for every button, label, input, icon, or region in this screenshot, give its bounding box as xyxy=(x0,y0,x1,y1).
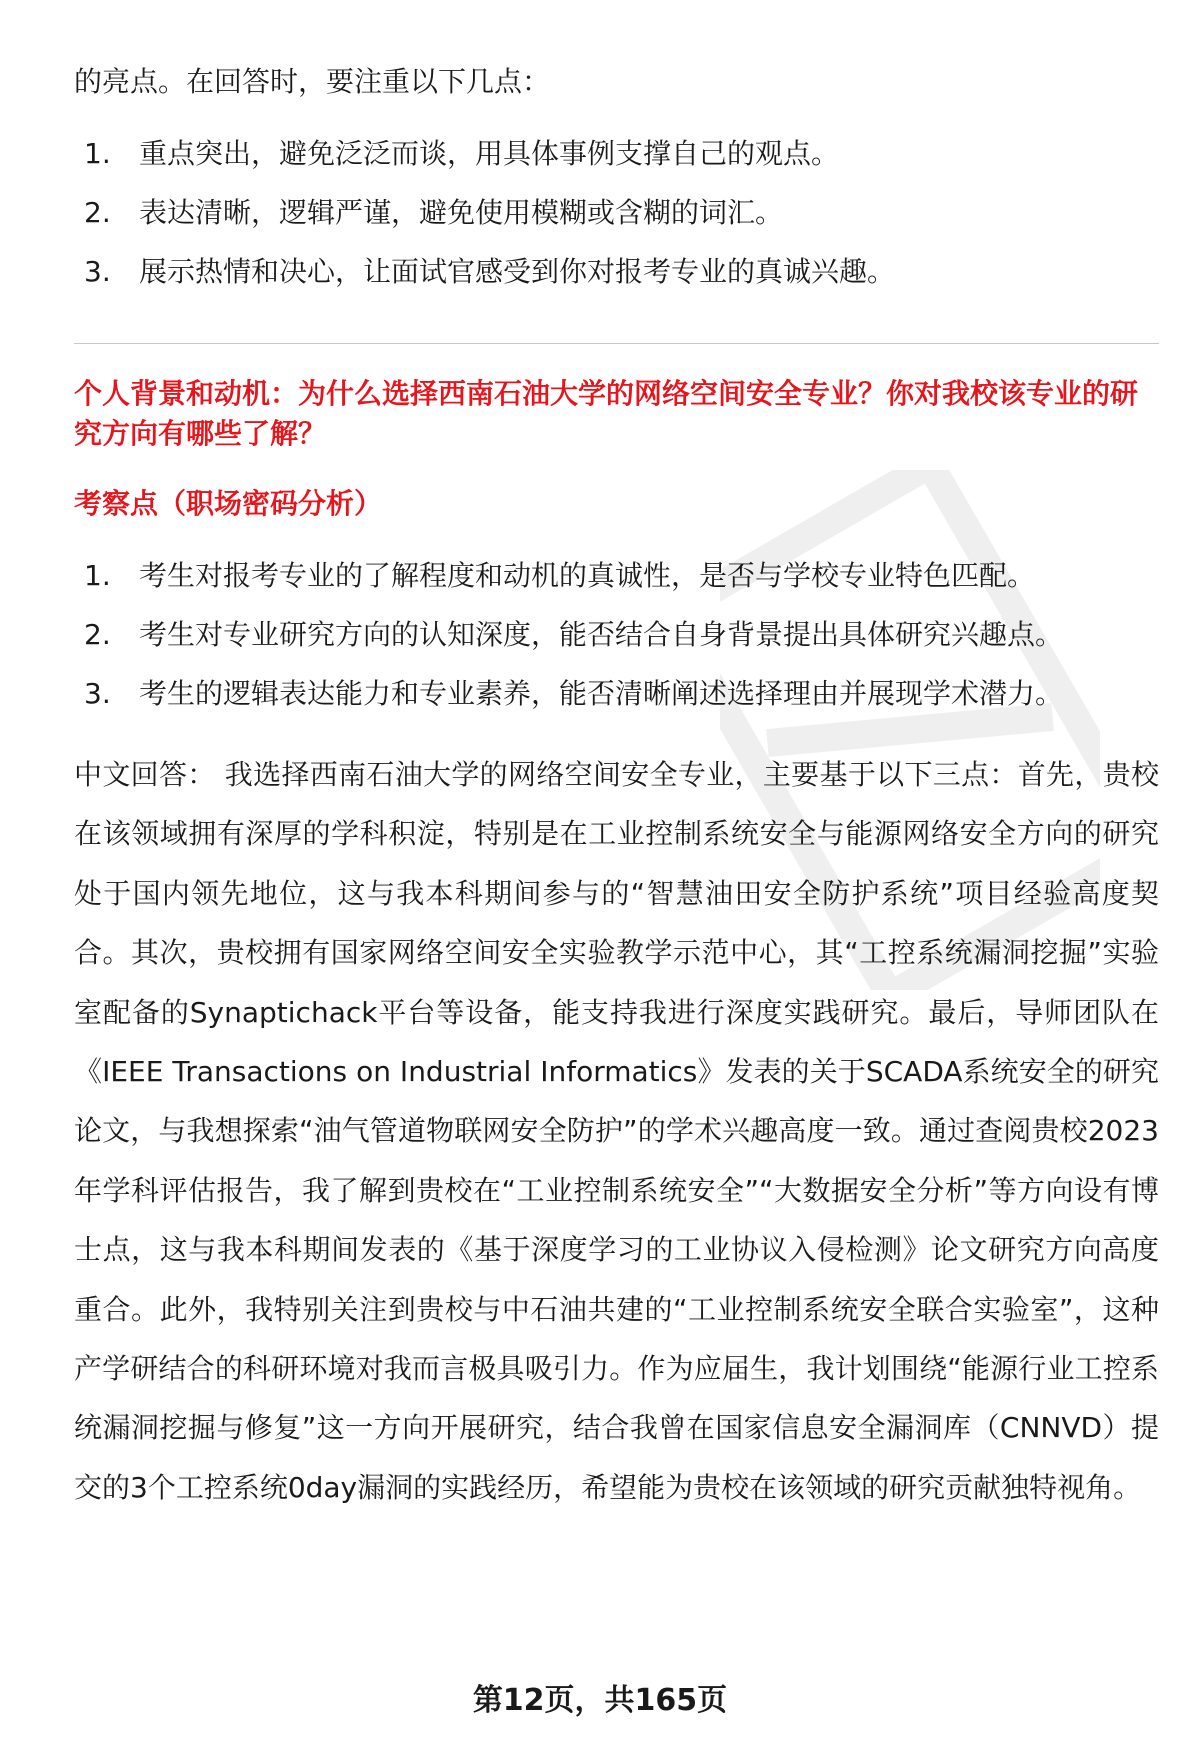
list-number: 1. xyxy=(84,137,111,170)
list-number: 3. xyxy=(84,255,111,288)
list-text: 考生对报考专业的了解程度和动机的真诚性，是否与学校专业特色匹配。 xyxy=(139,559,1036,592)
section-title: 考察点（职场密码分析） xyxy=(74,487,383,520)
list-item xyxy=(74,664,1159,723)
list-number: 1. xyxy=(84,559,111,592)
list-number: 2. xyxy=(84,196,111,229)
page-footer: 第12页，共165页 xyxy=(472,1683,728,1718)
list-item xyxy=(74,183,1159,242)
assessment-list xyxy=(74,546,1159,723)
answer-paragraph: 中文回答： 我选择西南石油大学的网络空间安全专业，主要基于以下三点：首先，贵校在该领域拥有深厚的学科积淀，特别是在工业控制系统安全与能源网络安全方向的研究处于国内领先地位，这与我本科期间参与的“智慧油田安全防护系统”项目经验高度契合。其次，贵校拥有国家网络空间安全实验教学示范中心，其“工控系统漏洞挖掘”实验室配备的Synaptichack平台等设备，能支持我进行深度实践研究。最后，导师团队在《IEEE Transactions on Industrial Informatics》发表的关于SCADA系统安全的研究论文，与我想探索“油气管道物联网安全防护”的学术兴趣高度一致。通过查阅贵校2023年学科评估报告，我了解到贵校在“工业控制系统安全”“大数据安全分析”等方向设有博士点，这与我本科期间发表的《基于深度学习的工业协议入侵检测》论文研究方向高度重合。此外，我特别关注到贵校与中石油共建的“工业控制系统安全联合实验室”，这种产学研结合的科研环境对我而言极具吸引力。作为应届生，我计划围绕“能源行业工控系统漏洞挖掘与修复”这一方向开展研究，结合我曾在国家信息安全漏洞库（CNNVD）提交的3个工控系统0day漏洞的实践经历，希望能为贵校在该领域的研究贡献独特视角。 xyxy=(74,758,1159,1504)
tips-list xyxy=(74,124,1159,301)
section-divider xyxy=(74,343,1159,344)
list-item xyxy=(74,546,1159,605)
list-text: 表达清晰，逻辑严谨，避免使用模糊或含糊的词汇。 xyxy=(139,196,784,229)
intro-text: 的亮点。在回答时，要注重以下几点： xyxy=(74,65,551,98)
list-text: 重点突出，避免泛泛而谈，用具体事例支撑自己的观点。 xyxy=(139,137,840,170)
list-text: 考生对专业研究方向的认知深度，能否结合自身背景提出具体研究兴趣点。 xyxy=(139,618,1064,651)
list-text: 考生的逻辑表达能力和专业素养，能否清晰阐述选择理由并展现学术潜力。 xyxy=(139,677,1064,710)
list-item xyxy=(74,124,1159,183)
list-item xyxy=(74,242,1159,301)
question-heading: 个人背景和动机：为什么选择西南石油大学的网络空间安全专业？你对我校该专业的研究方向有哪些了解？ xyxy=(74,377,1139,450)
list-text: 展示热情和决心，让面试官感受到你对报考专业的真诚兴趣。 xyxy=(139,255,896,288)
document-page xyxy=(74,58,1159,1517)
list-number: 2. xyxy=(84,618,111,651)
list-number: 3. xyxy=(84,677,111,710)
list-item xyxy=(74,605,1159,664)
